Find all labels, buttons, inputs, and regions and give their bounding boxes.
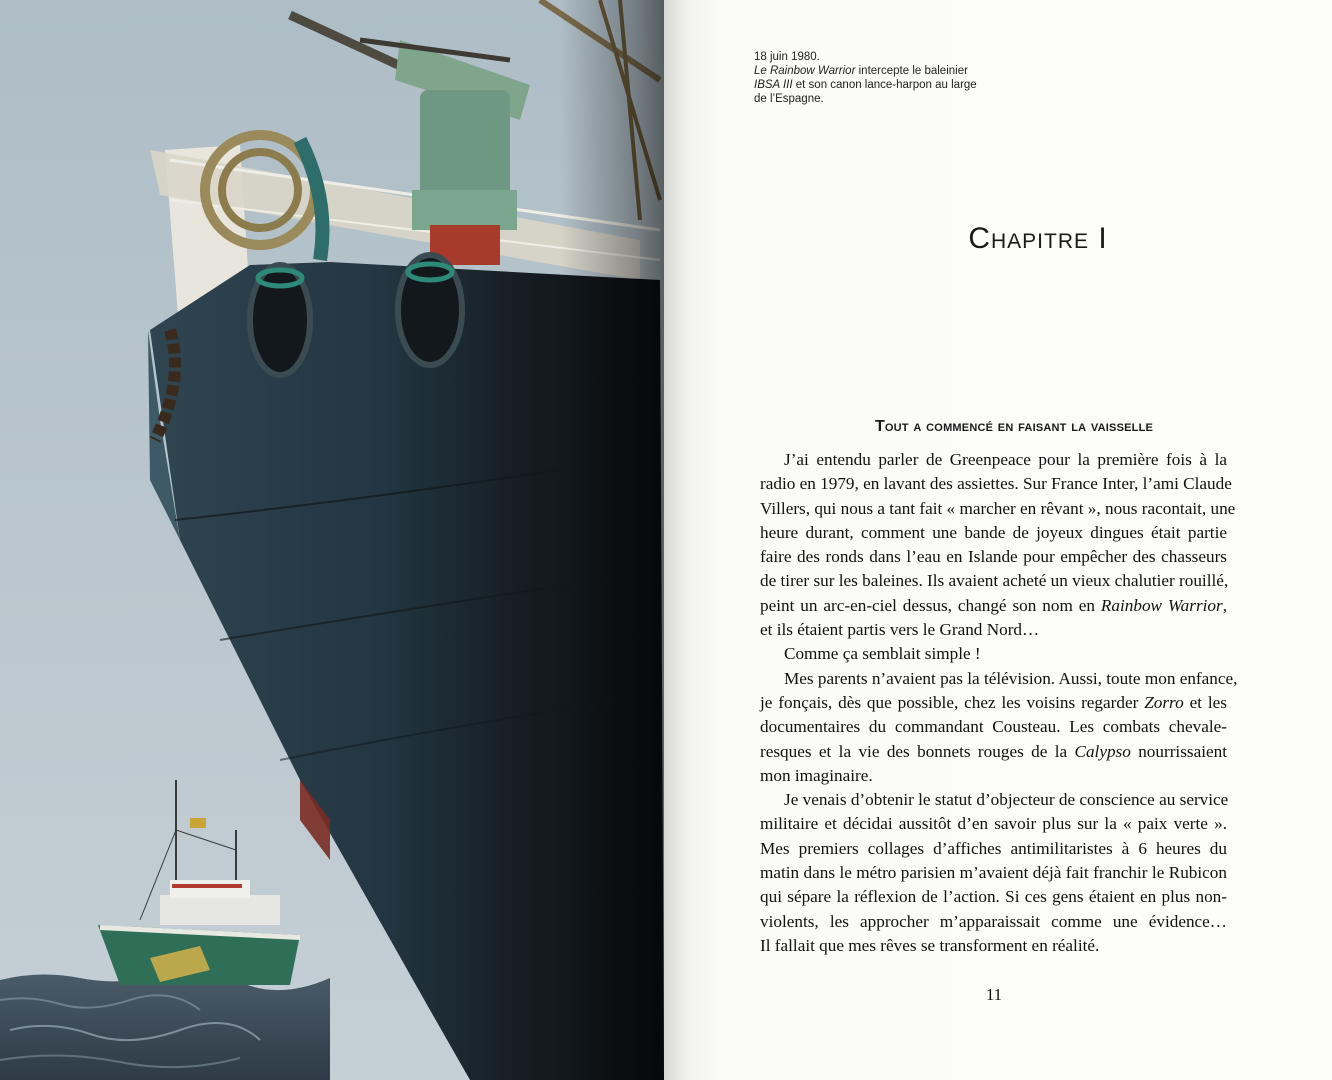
chapter-title: Chapitre I [968, 222, 1108, 255]
text-line: je fonçais, dès que possible, chez les voisins regarder Zorro et les [760, 692, 1227, 712]
caption-line [754, 64, 1014, 78]
text-line: faire des ronds dans l’eau en Islande pour empêcher des chasseurs [760, 547, 1227, 567]
text-line: militaire et décidai aussitôt d’en savoir plus sur la « paix verte ». [760, 814, 1227, 834]
section-title: Tout a commencé en faisant la vaisselle [874, 418, 1154, 435]
text-line: violents, les approcher m’apparaissait comme une évidence… [760, 911, 1227, 931]
caption-ship-name: Le Rainbow Warrior [754, 65, 856, 77]
page-number: 11 [985, 985, 1003, 1004]
paragraph [760, 448, 1236, 642]
text-line: peint un arc-en-ciel dessus, changé son nom en Rainbow Warrior, [760, 595, 1227, 615]
text-line: Villers, qui nous a tant fait « marcher en rêvant », nous racontait, une [760, 498, 1236, 518]
photo-caption [754, 50, 1014, 106]
text-line: J’ai entendu parler de Greenpeace pour la première fois à la [784, 450, 1227, 469]
paragraph [760, 642, 1227, 666]
text-line: Comme ça semblait simple ! [784, 644, 981, 664]
caption-text: et son canon lance-harpon au large [792, 79, 977, 91]
paragraph [760, 667, 1238, 788]
caption-text: intercepte le baleinier [855, 65, 968, 77]
text-line: de tirer sur les baleines. Ils avaient acheté un vieux chalutier rouillé, [760, 571, 1229, 591]
text-line: Il fallait que mes rêves se transforment en réalité. [760, 935, 1100, 955]
text-line: qui sépare la réflexion de l’action. Si ces gens étaient en plus non- [760, 887, 1227, 907]
text-line: Je venais d’obtenir le statut d’objecteur de conscience au service [784, 790, 1229, 810]
text-page [664, 0, 1332, 1080]
caption-line [754, 78, 1014, 92]
caption-line: 18 juin 1980. [754, 51, 820, 63]
text-line: et ils étaient partis vers le Grand Nord… [760, 620, 1040, 640]
text-line: radio en 1979, en lavant des assiettes. Sur France Inter, l’ami Claude [760, 474, 1232, 494]
text-line: Mes premiers collages d’affiches antimilitaristes à 6 heures du [760, 838, 1227, 858]
text-line: documentaires du commandant Cousteau. Les combats chevale- [760, 717, 1227, 737]
text-line: resques et la vie des bonnets rouges de la Calypso nourrissaient [760, 741, 1227, 761]
text-line: heure durant, comment une bande de joyeux dingues était partie [760, 522, 1227, 542]
chapter-body [760, 448, 1238, 958]
paragraph [760, 788, 1227, 958]
whaler-photograph [0, 0, 664, 1080]
text-line: Mes parents n’avaient pas la télévision. Aussi, toute mon enfance, [784, 668, 1238, 688]
text-line: mon imaginaire. [760, 765, 873, 785]
caption-whaler-name: IBSA III [754, 79, 793, 91]
caption-line: de l’Espagne. [754, 93, 824, 105]
text-line: matin dans le métro parisien m’avaient déjà fait franchir le Rubicon [760, 863, 1227, 883]
photo-page [0, 0, 664, 1080]
